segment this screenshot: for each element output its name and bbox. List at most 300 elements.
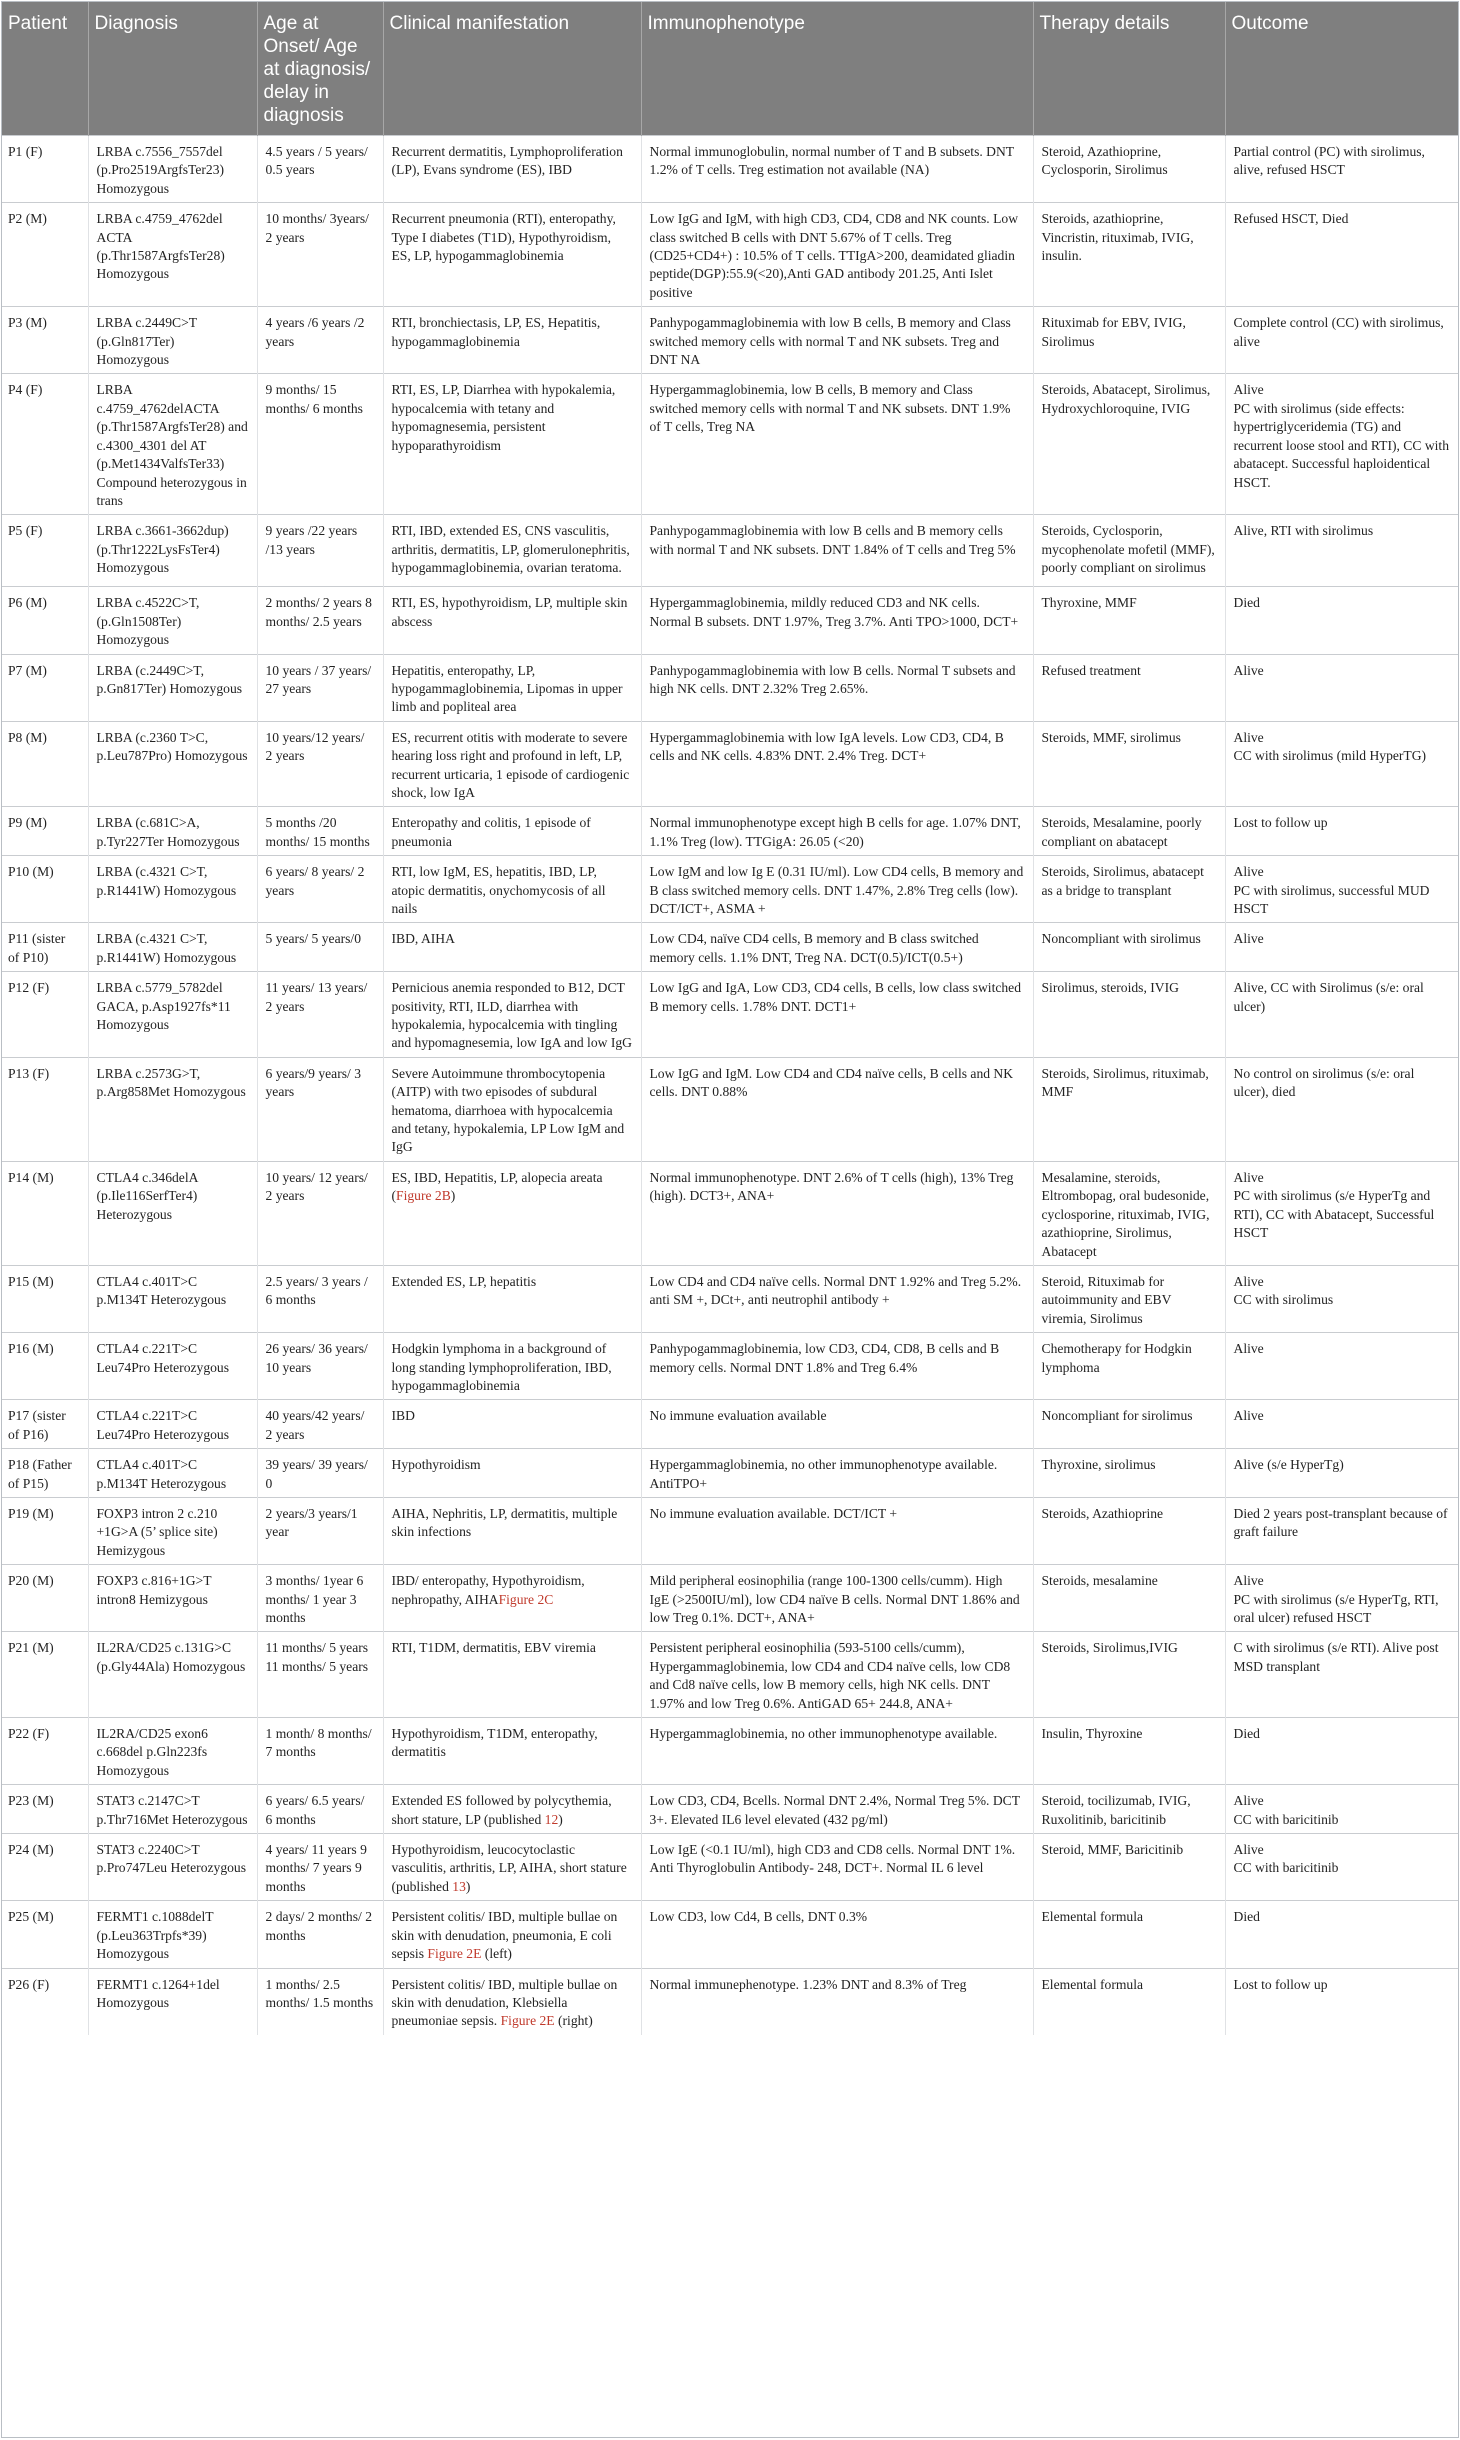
- diagnosis-text: LRBA c.2573G>T, p.Arg858Met Homozygous: [96, 1065, 246, 1100]
- patient-table: [2, 2, 1458, 2035]
- cell-age: [257, 721, 383, 807]
- cell-therapy: [1033, 203, 1225, 307]
- cell-patient: [2, 1265, 88, 1332]
- cell-outcome: [1225, 1968, 1458, 2035]
- cell-clinical: [383, 1400, 641, 1449]
- cell-therapy: [1033, 1901, 1225, 1968]
- cell-patient: [2, 1333, 88, 1400]
- table-header: [2, 2, 1458, 136]
- cell-clinical: [383, 1057, 641, 1161]
- cell-outcome: [1225, 1834, 1458, 1901]
- outcome-text: Died: [1233, 595, 1260, 611]
- cell-diagnosis: [88, 856, 257, 923]
- table-row: [2, 807, 1458, 856]
- age-text: 11 years/ 13 years/ 2 years: [265, 980, 368, 1014]
- clinical-text: ES, IBD, Hepatitis, LP, alopecia areata (: [391, 1169, 603, 1204]
- figure-reference-link[interactable]: 13: [452, 1878, 466, 1894]
- diagnosis-text: CTLA4 c.346delA (p.Ile116SerfTer4) Heterozygous: [96, 1169, 198, 1222]
- cell-clinical: [383, 1497, 641, 1564]
- age-text: 6 years/ 6.5 years/ 6 months: [265, 1793, 365, 1827]
- therapy-text: Mesalamine, steroids, Eltrombopag, oral budesonide, cyclosporine, rituximab, IVIG, azathioprine, Sirolimus, Abatacept: [1041, 1169, 1210, 1259]
- therapy-text: Refused treatment: [1041, 662, 1141, 678]
- figure-reference-link[interactable]: Figure 2C: [498, 1591, 554, 1607]
- outcome-text: Died: [1233, 1726, 1260, 1742]
- cell-age: [257, 1265, 383, 1332]
- immuno-text: Low IgM and low Ig E (0.31 IU/ml). Low CD4 cells, B memory and B class switched memory cells. DNT 1.47%, 2.8% Treg cells (low). DCT/ICT+, ASMA +: [649, 864, 1024, 916]
- cell-therapy: [1033, 1565, 1225, 1632]
- table-row: [2, 1265, 1458, 1332]
- clinical-text: Extended ES, LP, hepatitis: [391, 1273, 537, 1289]
- patient-text: P11 (sister of P10): [8, 931, 66, 965]
- cell-patient: [2, 856, 88, 923]
- cell-outcome: [1225, 587, 1458, 654]
- cell-therapy: [1033, 307, 1225, 374]
- cell-outcome: [1225, 923, 1458, 972]
- table-row: [2, 856, 1458, 923]
- cell-outcome: [1225, 721, 1458, 807]
- table-row: [2, 1565, 1458, 1632]
- diagnosis-text: LRBA c.2449C>T (p.Gln817Ter) Homozygous: [96, 315, 197, 368]
- immuno-text: Normal immunoglobulin, normal number of T and B subsets. DNT 1.2% of T cells. Treg estimation not available (NA): [649, 144, 1014, 178]
- clinical-text: Persistent colitis/ IBD, multiple bullae on skin with denudation, pneumonia, E coli sepsis: [391, 1909, 618, 1962]
- cell-patient: [2, 654, 88, 721]
- cell-patient: [2, 1400, 88, 1449]
- immuno-text: No immune evaluation available: [649, 1408, 827, 1424]
- diagnosis-text: FERMT1 c.1088delT (p.Leu363Trpfs*39) Homozygous: [96, 1909, 214, 1962]
- therapy-text: Thyroxine, MMF: [1041, 595, 1137, 611]
- clinical-text: RTI, ES, LP, Diarrhea with hypokalemia, hypocalcemia with tetany and hypomagnesemia, persistent hypoparathyroidism: [391, 382, 616, 453]
- cell-diagnosis: [88, 515, 257, 587]
- diagnosis-text: STAT3 c.2240C>T p.Pro747Leu Heterozygous: [96, 1842, 246, 1876]
- table-row: [2, 1968, 1458, 2035]
- immuno-text: Panhypogammaglobinemia, low CD3, CD4, CD8, B cells and B memory cells. Normal DNT 1.8% and Treg 6.4%: [649, 1341, 1000, 1375]
- cell-clinical: [383, 856, 641, 923]
- therapy-text: Sirolimus, steroids, IVIG: [1041, 980, 1179, 996]
- age-text: 5 years/ 5 years/0: [265, 931, 362, 947]
- diagnosis-text: FOXP3 intron 2 c.210 +1G>A (5’ splice site) Hemizygous: [96, 1505, 218, 1558]
- table-row: [2, 515, 1458, 587]
- outcome-text: Alive CC with baricitinib: [1233, 1842, 1339, 1876]
- table-row: [2, 1834, 1458, 1901]
- diagnosis-text: LRBA (c.4321 C>T, p.R1441W) Homozygous: [96, 931, 237, 965]
- clinical-text: Severe Autoimmune thrombocytopenia (AITP) with two episodes of subdural hematoma, diarrhoea with hypocalcemia and tetany, hypokalemia, LP Low IgM and IgG: [391, 1065, 625, 1155]
- outcome-text: Alive: [1233, 1408, 1264, 1424]
- outcome-text: No control on sirolimus (s/e: oral ulcer), died: [1233, 1065, 1415, 1100]
- cell-age: [257, 654, 383, 721]
- cell-diagnosis: [88, 923, 257, 972]
- immuno-text: Persistent peripheral eosinophilia (593-5100 cells/cumm), Hypergammaglobinemia, low CD4 and CD4 naïve cells, low CD8 and Cd8 naïve cells, low B memory cells, high NK cells. DNT 1.97% and low Treg 0.6%. AntiGAD 65+ 244.8, ANA+: [649, 1640, 1011, 1711]
- cell-outcome: [1225, 1057, 1458, 1161]
- cell-clinical: [383, 807, 641, 856]
- cell-age: [257, 515, 383, 587]
- cell-patient: [2, 1057, 88, 1161]
- table-row: [2, 923, 1458, 972]
- cell-therapy: [1033, 807, 1225, 856]
- age-text: 39 years/ 39 years/ 0: [265, 1457, 368, 1491]
- cell-clinical: [383, 1785, 641, 1834]
- cell-immuno: [641, 1968, 1033, 2035]
- table-row: [2, 1161, 1458, 1265]
- cell-clinical: [383, 587, 641, 654]
- therapy-text: Steroids, MMF, sirolimus: [1041, 729, 1181, 745]
- cell-outcome: [1225, 203, 1458, 307]
- cell-therapy: [1033, 1968, 1225, 2035]
- immuno-text: Low IgG and IgM, with high CD3, CD4, CD8 and NK counts. Low class switched B cells with DNT 5.67% of T cells. Treg (CD25+CD4+) : 10.5% of T cells. TTIgA>200, deamidated gliadin peptide(DGP):55.9(<20),Anti GAD antibody 201.25, Anti Islet positive: [649, 211, 1019, 300]
- cell-outcome: [1225, 1333, 1458, 1400]
- cell-clinical: [383, 654, 641, 721]
- therapy-text: Steroids, Cyclosporin, mycophenolate mofetil (MMF), poorly compliant on sirolimus: [1041, 523, 1215, 576]
- figure-reference-link[interactable]: 12: [544, 1811, 559, 1827]
- cell-age: [257, 307, 383, 374]
- therapy-text: Rituximab for EBV, IVIG, Sirolimus: [1041, 315, 1186, 349]
- patient-text: P9 (M): [8, 815, 47, 831]
- age-text: 26 years/ 36 years/ 10 years: [265, 1341, 368, 1375]
- cell-age: [257, 1497, 383, 1564]
- therapy-text: Chemotherapy for Hodgkin lymphoma: [1041, 1341, 1192, 1375]
- cell-clinical: [383, 1834, 641, 1901]
- cell-immuno: [641, 307, 1033, 374]
- outcome-text: Alive PC with sirolimus (side effects: hypertriglyceridemia (TG) and recurrent loose stool and RTI), CC with abatacept. Successful haploidentical HSCT.: [1233, 382, 1450, 490]
- cell-therapy: [1033, 1265, 1225, 1332]
- outcome-text: Alive CC with baricitinib: [1233, 1793, 1339, 1827]
- diagnosis-text: LRBA c.5779_5782del GACA, p.Asp1927fs*11 Homozygous: [96, 980, 231, 1033]
- cell-immuno: [641, 587, 1033, 654]
- outcome-text: Alive CC with sirolimus: [1233, 1273, 1334, 1308]
- patient-text: P1 (F): [8, 144, 43, 159]
- cell-immuno: [641, 1901, 1033, 1968]
- age-text: 2 years/3 years/1 year: [265, 1505, 358, 1540]
- immuno-text: Low CD4, naïve CD4 cells, B memory and B class switched memory cells. 1.1% DNT, Treg NA. DCT(0.5)/ICT(0.5+): [649, 931, 979, 965]
- patient-text: P12 (F): [8, 980, 50, 996]
- header-diagnosis: Diagnosis: [88, 2, 257, 136]
- cell-immuno: [641, 374, 1033, 515]
- cell-clinical: [383, 1632, 641, 1718]
- cell-age: [257, 1449, 383, 1498]
- table-row: [2, 1449, 1458, 1498]
- patient-text: P22 (F): [8, 1726, 50, 1742]
- cell-immuno: [641, 856, 1033, 923]
- cell-diagnosis: [88, 1333, 257, 1400]
- cell-immuno: [641, 1449, 1033, 1498]
- patient-text: P5 (F): [8, 523, 43, 539]
- clinical-text: Recurrent pneumonia (RTI), enteropathy, Type I diabetes (T1D), Hypothyroidism, ES, LP, hypogammaglobinemia: [391, 211, 616, 264]
- therapy-text: Steroids, Sirolimus,IVIG: [1041, 1640, 1178, 1656]
- age-text: 3 months/ 1year 6 months/ 1 year 3 months: [265, 1573, 364, 1625]
- header-patient: Patient: [2, 2, 88, 136]
- table-row: [2, 587, 1458, 654]
- immuno-text: Low CD3, low Cd4, B cells, DNT 0.3%: [649, 1909, 868, 1925]
- cell-therapy: [1033, 1632, 1225, 1718]
- patient-text: P16 (M): [8, 1341, 54, 1357]
- diagnosis-text: FOXP3 c.816+1G>T intron8 Hemizygous: [96, 1573, 212, 1607]
- patient-text: P26 (F): [8, 1976, 50, 1992]
- cell-therapy: [1033, 654, 1225, 721]
- cell-age: [257, 1785, 383, 1834]
- cell-therapy: [1033, 1161, 1225, 1265]
- clinical-text-after: ): [450, 1188, 456, 1204]
- cell-therapy: [1033, 856, 1225, 923]
- cell-immuno: [641, 1834, 1033, 1901]
- outcome-text: Alive PC with sirolimus (s/e HyperTg and RTI), CC with Abatacept, Successful HSCT: [1233, 1169, 1435, 1241]
- patient-text: P3 (M): [8, 315, 47, 331]
- cell-diagnosis: [88, 1565, 257, 1632]
- diagnosis-text: FERMT1 c.1264+1del Homozygous: [96, 1976, 220, 2010]
- cell-therapy: [1033, 587, 1225, 654]
- clinical-text: RTI, T1DM, dermatitis, EBV viremia: [391, 1640, 596, 1656]
- age-text: 9 years /22 years /13 years: [265, 523, 358, 557]
- cell-outcome: [1225, 1901, 1458, 1968]
- table-row: [2, 721, 1458, 807]
- cell-patient: [2, 1449, 88, 1498]
- age-text: 4 years/ 11 years 9 months/ 7 years 9 months: [265, 1842, 367, 1894]
- diagnosis-text: IL2RA/CD25 c.131G>C (p.Gly44Ala) Homozygous: [96, 1640, 246, 1674]
- cell-diagnosis: [88, 203, 257, 307]
- patient-text: P15 (M): [8, 1273, 54, 1289]
- outcome-text: Refused HSCT, Died: [1233, 211, 1349, 227]
- cell-patient: [2, 1497, 88, 1564]
- diagnosis-text: LRBA (c.681C>A, p.Tyr227Ter Homozygous: [96, 815, 240, 849]
- cell-outcome: [1225, 1449, 1458, 1498]
- table-row: [2, 1057, 1458, 1161]
- cell-patient: [2, 1565, 88, 1632]
- cell-immuno: [641, 515, 1033, 587]
- age-text: 4 years /6 years /2 years: [265, 315, 365, 349]
- cell-therapy: [1033, 721, 1225, 807]
- table-row: [2, 307, 1458, 374]
- cell-diagnosis: [88, 1901, 257, 1968]
- age-text: 40 years/42 years/ 2 years: [265, 1408, 365, 1442]
- cell-immuno: [641, 1057, 1033, 1161]
- cell-outcome: [1225, 1265, 1458, 1332]
- cell-patient: [2, 587, 88, 654]
- clinical-text: Hypothyroidism, leucocytoclastic vasculitis, arthritis, LP, AIHA, short stature (published: [391, 1842, 627, 1894]
- cell-age: [257, 1565, 383, 1632]
- patient-text: P19 (M): [8, 1505, 54, 1521]
- cell-diagnosis: [88, 587, 257, 654]
- cell-age: [257, 374, 383, 515]
- cell-diagnosis: [88, 1632, 257, 1718]
- cell-patient: [2, 1968, 88, 2035]
- cell-diagnosis: [88, 374, 257, 515]
- therapy-text: Steroids, Mesalamine, poorly compliant on abatacept: [1041, 815, 1202, 849]
- diagnosis-text: IL2RA/CD25 exon6 c.668del p.Gln223fs Homozygous: [96, 1726, 208, 1778]
- cell-diagnosis: [88, 1400, 257, 1449]
- patient-text: P8 (M): [8, 729, 47, 745]
- clinical-text: Enteropathy and colitis, 1 episode of pneumonia: [391, 815, 591, 849]
- figure-reference-link[interactable]: Figure 2B: [396, 1188, 451, 1204]
- table-row: [2, 1632, 1458, 1718]
- therapy-text: Insulin, Thyroxine: [1041, 1726, 1143, 1742]
- cell-diagnosis: [88, 1497, 257, 1564]
- patient-text: P7 (M): [8, 662, 47, 678]
- outcome-text: Alive PC with sirolimus, successful MUD HSCT: [1233, 864, 1430, 916]
- cell-clinical: [383, 203, 641, 307]
- immuno-text: Low CD3, CD4, Bcells. Normal DNT 2.4%, Normal Treg 5%. DCT 3+. Elevated IL6 level elevated (432 pg/ml): [649, 1793, 1020, 1827]
- cell-outcome: [1225, 1718, 1458, 1785]
- outcome-text: Alive PC with sirolimus (s/e HyperTg, RTI, oral ulcer) refused HSCT: [1233, 1573, 1439, 1625]
- cell-immuno: [641, 1632, 1033, 1718]
- age-text: 10 months/ 3years/ 2 years: [265, 211, 369, 245]
- cell-immuno: [641, 1718, 1033, 1785]
- cell-clinical: [383, 1968, 641, 2035]
- therapy-text: Steroid, MMF, Baricitinib: [1041, 1842, 1184, 1858]
- age-text: 10 years / 37 years/ 27 years: [265, 662, 372, 696]
- diagnosis-text: LRBA (c.4321 C>T, p.R1441W) Homozygous: [96, 864, 237, 898]
- clinical-text: RTI, ES, hypothyroidism, LP, multiple skin abscess: [391, 595, 628, 629]
- cell-outcome: [1225, 1565, 1458, 1632]
- cell-immuno: [641, 1785, 1033, 1834]
- cell-diagnosis: [88, 1785, 257, 1834]
- table-row: [2, 374, 1458, 515]
- cell-age: [257, 923, 383, 972]
- outcome-text: Died 2 years post-transplant because of graft failure: [1233, 1505, 1448, 1540]
- diagnosis-text: STAT3 c.2147C>T p.Thr716Met Heterozygous: [96, 1793, 248, 1827]
- patient-text: P24 (M): [8, 1842, 54, 1858]
- cell-patient: [2, 1785, 88, 1834]
- cell-diagnosis: [88, 654, 257, 721]
- cell-age: [257, 972, 383, 1058]
- clinical-text: Hypothyroidism, T1DM, enteropathy, dermatitis: [391, 1726, 598, 1760]
- diagnosis-text: LRBA (c.2449C>T, p.Gn817Ter) Homozygous: [96, 662, 243, 696]
- diagnosis-text: LRBA (c.2360 T>C, p.Leu787Pro) Homozygous: [96, 729, 248, 764]
- patient-text: P4 (F): [8, 382, 43, 398]
- header-outcome: Outcome: [1225, 2, 1458, 136]
- cell-patient: [2, 307, 88, 374]
- clinical-text: Pernicious anemia responded to B12, DCT positivity, RTI, ILD, diarrhea with hypokalemia, hypocalcemia with tingling and hypomagnesemia, low IgA and low IgG: [391, 980, 632, 1051]
- cell-patient: [2, 807, 88, 856]
- cell-therapy: [1033, 1834, 1225, 1901]
- patient-text: P13 (F): [8, 1065, 50, 1081]
- table-row: [2, 972, 1458, 1058]
- cell-therapy: [1033, 1057, 1225, 1161]
- cell-age: [257, 1400, 383, 1449]
- cell-therapy: [1033, 1333, 1225, 1400]
- cell-diagnosis: [88, 807, 257, 856]
- age-text: 5 months /20 months/ 15 months: [265, 815, 370, 849]
- immuno-text: Low IgE (<0.1 IU/ml), high CD3 and CD8 cells. Normal DNT 1%. Anti Thyroglobulin Antibody- 248, DCT+. Normal IL 6 level: [649, 1842, 1016, 1876]
- therapy-text: Noncompliant for sirolimus: [1041, 1408, 1193, 1424]
- therapy-text: Steroids, mesalamine: [1041, 1573, 1158, 1589]
- therapy-text: Steroid, Rituximab for autoimmunity and EBV viremia, Sirolimus: [1041, 1273, 1172, 1326]
- cell-clinical: [383, 136, 641, 203]
- cell-clinical: [383, 1901, 641, 1968]
- patient-text: P21 (M): [8, 1640, 54, 1656]
- patient-text: P6 (M): [8, 595, 47, 611]
- cell-diagnosis: [88, 136, 257, 203]
- age-text: 2.5 years/ 3 years / 6 months: [265, 1273, 368, 1308]
- cell-clinical: [383, 307, 641, 374]
- therapy-text: Steroids, Sirolimus, abatacept as a bridge to transplant: [1041, 864, 1204, 898]
- cell-outcome: [1225, 515, 1458, 587]
- clinical-text-after: (left): [481, 1946, 512, 1962]
- cell-age: [257, 1057, 383, 1161]
- cell-diagnosis: [88, 721, 257, 807]
- clinical-text: ES, recurrent otitis with moderate to severe hearing loss right and profound in left, LP, recurrent urticaria, 1 episode of cardiogenic shock, low IgA: [391, 729, 630, 800]
- table-row: [2, 136, 1458, 203]
- patient-text: P25 (M): [8, 1909, 54, 1925]
- clinical-text: Persistent colitis/ IBD, multiple bullae on skin with denudation, Klebsiella pneumoniae sepsis.: [391, 1976, 618, 2029]
- cell-immuno: [641, 1333, 1033, 1400]
- cell-patient: [2, 374, 88, 515]
- therapy-text: Steroids, Abatacept, Sirolimus, Hydroxychloroquine, IVIG: [1041, 382, 1211, 416]
- cell-immuno: [641, 972, 1033, 1058]
- patient-text: P17 (sister of P16): [8, 1408, 66, 1442]
- immuno-text: Panhypogammaglobinemia with low B cells, B memory and Class switched memory cells with normal T and NK subsets. Treg and DNT NA: [649, 315, 1011, 368]
- cell-clinical: [383, 1449, 641, 1498]
- cell-outcome: [1225, 654, 1458, 721]
- clinical-text: RTI, low IgM, ES, hepatitis, IBD, LP, atopic dermatitis, onychomycosis of all nails: [391, 864, 606, 916]
- cell-patient: [2, 515, 88, 587]
- cell-outcome: [1225, 1785, 1458, 1834]
- outcome-text: Lost to follow up: [1233, 815, 1328, 831]
- header-immunophenotype: Immunophenotype: [641, 2, 1033, 136]
- outcome-text: Partial control (PC) with sirolimus, alive, refused HSCT: [1233, 144, 1425, 178]
- diagnosis-text: LRBA c.4759_4762delACTA (p.Thr1587ArgfsTer28) and c.4300_4301 del AT (p.Met1434ValfsTer33) Compound heterozygous in trans: [96, 382, 248, 508]
- cell-age: [257, 203, 383, 307]
- immuno-text: Hypergammaglobinemia, mildly reduced CD3 and NK cells. Normal B subsets. DNT 1.97%, Treg 3.7%. Anti TPO>1000, DCT+: [649, 595, 1019, 629]
- cell-outcome: [1225, 856, 1458, 923]
- cell-patient: [2, 972, 88, 1058]
- diagnosis-text: CTLA4 c.401T>C p.M134T Heterozygous: [96, 1273, 227, 1308]
- cell-patient: [2, 1632, 88, 1718]
- cell-diagnosis: [88, 1057, 257, 1161]
- table-row: [2, 654, 1458, 721]
- immuno-text: Panhypogammaglobinemia with low B cells. Normal T subsets and high NK cells. DNT 2.32% Treg 2.65%.: [649, 662, 1016, 696]
- therapy-text: Steroid, tocilizumab, IVIG, Ruxolitinib, baricitinib: [1041, 1793, 1191, 1827]
- header-age: Age at Onset/ Age at diagnosis/ delay in diagnosis: [257, 2, 383, 136]
- age-text: 1 months/ 2.5 months/ 1.5 months: [265, 1976, 374, 2010]
- age-text: 4.5 years / 5 years/ 0.5 years: [265, 144, 368, 178]
- immuno-text: Normal immunophenotype. DNT 2.6% of T cells (high), 13% Treg (high). DCT3+, ANA+: [649, 1169, 1014, 1204]
- cell-diagnosis: [88, 1968, 257, 2035]
- cell-diagnosis: [88, 307, 257, 374]
- age-text: 9 months/ 15 months/ 6 months: [265, 382, 363, 416]
- diagnosis-text: LRBA c.4759_4762del ACTA (p.Thr1587ArgfsTer28) Homozygous: [96, 211, 225, 282]
- diagnosis-text: LRBA c.7556_7557del (p.Pro2519ArgfsTer23) Homozygous: [96, 144, 225, 196]
- cell-clinical: [383, 1718, 641, 1785]
- cell-age: [257, 1333, 383, 1400]
- cell-therapy: [1033, 374, 1225, 515]
- table-row: [2, 1718, 1458, 1785]
- table-row: [2, 1785, 1458, 1834]
- age-text: 10 years/ 12 years/ 2 years: [265, 1169, 368, 1204]
- cell-immuno: [641, 136, 1033, 203]
- figure-reference-link[interactable]: Figure 2E: [427, 1946, 482, 1962]
- outcome-text: Alive, CC with Sirolimus (s/e: oral ulcer): [1233, 980, 1424, 1014]
- cell-age: [257, 807, 383, 856]
- age-text: 2 months/ 2 years 8 months/ 2.5 years: [265, 595, 372, 629]
- figure-reference-link[interactable]: Figure 2E: [500, 2013, 555, 2029]
- cell-immuno: [641, 1497, 1033, 1564]
- cell-outcome: [1225, 374, 1458, 515]
- table-body: [2, 136, 1458, 2035]
- outcome-text: Alive: [1233, 662, 1264, 678]
- cell-patient: [2, 203, 88, 307]
- cell-immuno: [641, 807, 1033, 856]
- cell-age: [257, 1718, 383, 1785]
- cell-immuno: [641, 721, 1033, 807]
- cell-outcome: [1225, 136, 1458, 203]
- immuno-text: Mild peripheral eosinophilia (range 100-1300 cells/cumm). High IgE (>2500IU/ml), low CD4 naïve B cells. Normal DNT 1.86% and low Treg 0.1%. DCT+, ANA+: [649, 1573, 1020, 1625]
- clinical-text: Hepatitis, enteropathy, LP, hypogammaglobinemia, Lipomas in upper limb and popliteal area: [391, 662, 623, 715]
- immuno-text: No immune evaluation available. DCT/ICT +: [649, 1505, 898, 1521]
- clinical-text: RTI, bronchiectasis, LP, ES, Hepatitis, hypogammaglobinemia: [391, 315, 601, 349]
- cell-age: [257, 1161, 383, 1265]
- immuno-text: Hypergammaglobinemia with low IgA levels. Low CD3, CD4, B cells and NK cells. 4.83% DNT. 2.4% Treg. DCT+: [649, 729, 1004, 764]
- diagnosis-text: LRBA c.4522C>T, (p.Gln1508Ter) Homozygous: [96, 595, 200, 648]
- clinical-text-after: ): [465, 1878, 471, 1894]
- patient-text: P14 (M): [8, 1169, 54, 1185]
